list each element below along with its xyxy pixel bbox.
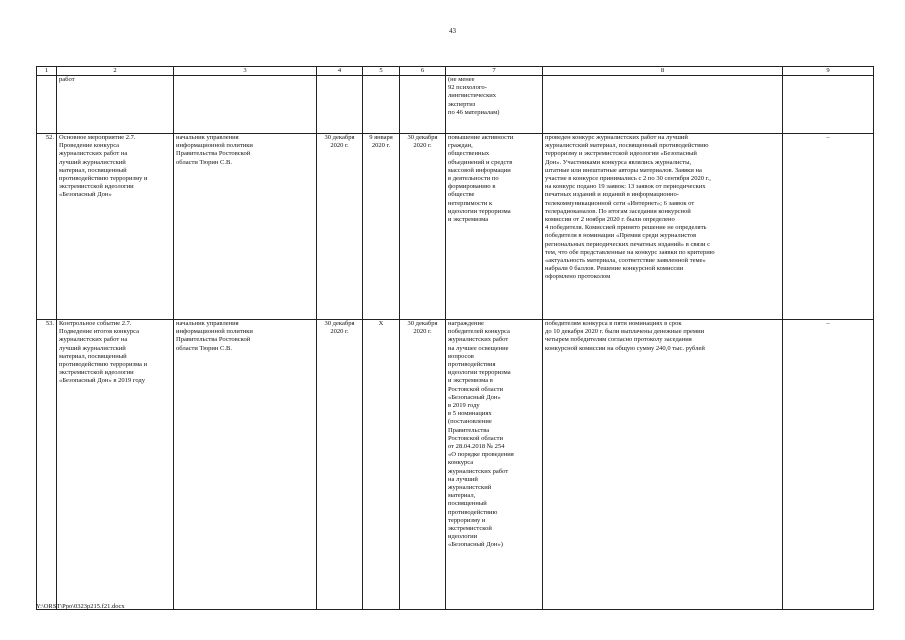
responsible-cell: начальник управления информационной политики Правительства Ростовской области Тюрин С.В.: [174, 134, 317, 320]
column-number: 2: [57, 67, 174, 76]
page-number: 43: [449, 27, 456, 35]
row-number: [37, 76, 57, 134]
responsible-cell: начальник управления информационной политики Правительства Ростовской области Тюрин С.В.: [174, 320, 317, 610]
row-number: 52.: [37, 134, 57, 320]
results-cell: награждение победителей конкурса журналистских работ на лучшее освещение вопросов противодействия идеологии терроризма и экстремизма в Ростовской области «Безопасный Дон» в 2019 году в 5 номинациях (постановление Правительства Ростовской области от 28.04.2018 № 254 «О порядке проведения конкурса журналистских работ на лучший журналистский материал, посвященный противодействию терроризму и экстремистской идеологии «Безопасный Дон»): [446, 320, 543, 610]
measure-cell: работ: [57, 76, 174, 134]
column-number: 4: [317, 67, 363, 76]
notes-cell: проведен конкурс журналистских работ на лучший журналистский материал, посвященный противодействию терроризму и экстремистской идеологии «Безопасный Дон». Участниками конкурса являлись журналисты, штатные или внештатные авторы материалов. Заявки на участие в конкурсе принимались с 2 по 30 сентября 2020 г., на конкурс подано 19 заявок: 13 заявок от периодических печатных изданий и изданий в информационно- телекоммуникационной сети «Интернет»; 6 заявок от телерадиоканалов. По итогам заседания конкурсной комиссии от 2 ноября 2020 г. были определено 4 победителя. Комиссией принято решение не определять победителя в номинации «Премия среди журналистов региональных периодических печатных изданий» в связи с тем, что обе представленные на конкурс заявки по критерию «актуальность материала, соответствие заявленной теме» набрали 0 баллов. Решение конкурсной комиссии оформлено протоколом: [543, 134, 783, 320]
table-row: [37, 76, 874, 134]
actual-start-cell: [363, 76, 400, 134]
extra-cell: –: [783, 320, 874, 610]
responsible-cell: [174, 76, 317, 134]
report-table: [36, 66, 874, 610]
column-number: 5: [363, 67, 400, 76]
column-number-row: [37, 67, 874, 76]
extra-cell: –: [783, 134, 874, 320]
actual-start-cell: 9 января 2020 г.: [363, 134, 400, 320]
column-number: 1: [37, 67, 57, 76]
actual-end-cell: 30 декабря 2020 г.: [400, 134, 446, 320]
file-path-footer: Y:\ORST\Ppo\0323p215.f21.docx: [36, 603, 125, 610]
actual-start-cell: Х: [363, 320, 400, 610]
column-number: 6: [400, 67, 446, 76]
column-number: 3: [174, 67, 317, 76]
notes-cell: [543, 76, 783, 134]
extra-cell: [783, 76, 874, 134]
column-number: 7: [446, 67, 543, 76]
column-number: 9: [783, 67, 874, 76]
measure-cell: Основное мероприятие 2.7. Проведение конкурса журналистских работ на лучший журналистский материал, посвященный противодействию терроризму и экстремистской идеологии «Безопасный Дон»: [57, 134, 174, 320]
results-cell: повышение активности граждан, общественных объединений и средств массовой информации в деятельности по формированию в обществе нетерпимости к идеологии терроризма и экстремизма: [446, 134, 543, 320]
planned-date-cell: [317, 76, 363, 134]
column-number: 8: [543, 67, 783, 76]
notes-cell: победителям конкурса в пяти номинациях в срок до 10 декабря 2020 г. были выплачены денежные премии четырем победителям согласно протоколу заседания конкурсной комиссии на общую сумму 240,0 тыс. рублей: [543, 320, 783, 610]
row-number: 53.: [37, 320, 57, 610]
planned-date-cell: 30 декабря 2020 г.: [317, 320, 363, 610]
planned-date-cell: 30 декабря 2020 г.: [317, 134, 363, 320]
measure-cell: Контрольное событие 2.7. Подведение итогов конкурса журналистских работ на лучший журналистский материал, посвященный противодействию терроризма и экстремистской идеологии «Безопасный Дон» в 2019 году: [57, 320, 174, 610]
results-cell: (не менее 92 психолого- лингвистических экспертиз по 46 материалам): [446, 76, 543, 134]
actual-end-cell: [400, 76, 446, 134]
actual-end-cell: 30 декабря 2020 г.: [400, 320, 446, 610]
table-row: [37, 320, 874, 610]
table-row: [37, 134, 874, 320]
